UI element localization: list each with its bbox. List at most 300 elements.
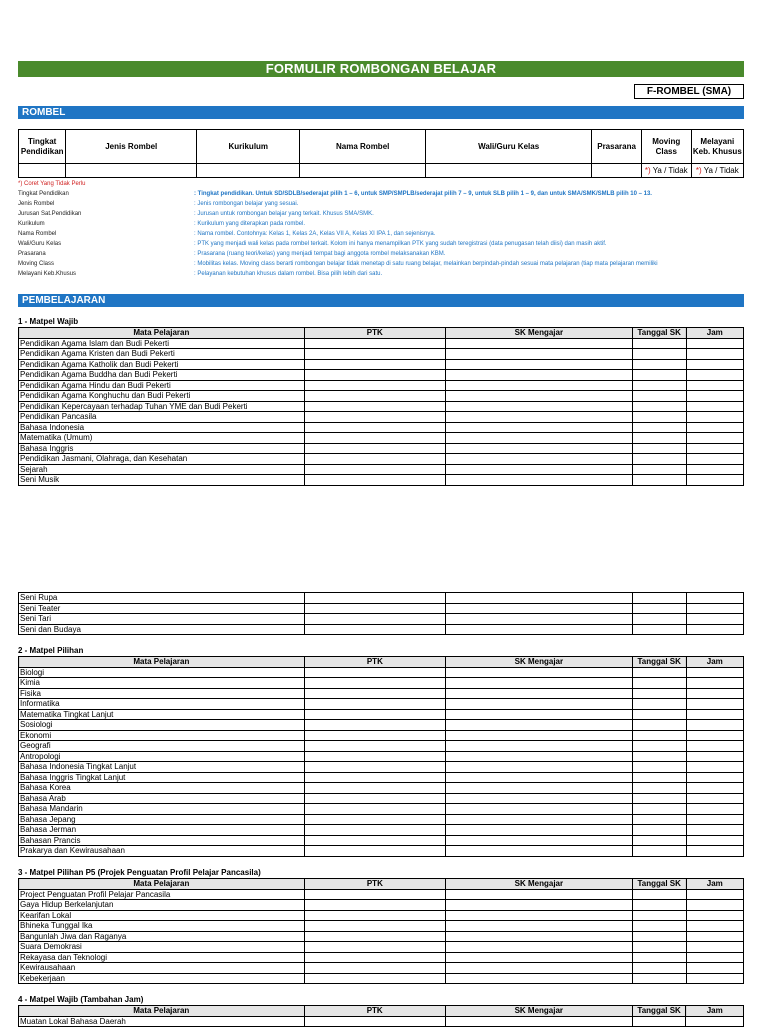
- subject-name: Bangunlah Jiwa dan Raganya: [19, 931, 305, 942]
- subject-row: [19, 401, 744, 412]
- subject-table-header: [19, 657, 744, 668]
- tanggal-sk-cell[interactable]: [632, 443, 686, 454]
- subject-name: Informatika: [19, 699, 305, 710]
- jam-cell[interactable]: [686, 720, 743, 731]
- sk-mengajar-cell[interactable]: [445, 380, 632, 391]
- tanggal-sk-cell[interactable]: [632, 422, 686, 433]
- legend-desc: : Pelayanan kebutuhan khusus dalam rombel. Bisa pilih lebih dari satu.: [194, 271, 383, 277]
- sk-mengajar-cell[interactable]: [445, 412, 632, 423]
- jam-cell[interactable]: [686, 475, 743, 486]
- rombel-header: Tingkat Pendidikan: [19, 130, 66, 164]
- ptk-cell[interactable]: [305, 593, 446, 604]
- sk-mengajar-cell[interactable]: [445, 688, 632, 699]
- ptk-cell[interactable]: [304, 412, 445, 423]
- ptk-cell[interactable]: [304, 889, 445, 900]
- column-header: PTK: [304, 657, 445, 668]
- subject-name: Matematika (Umum): [19, 433, 305, 444]
- ptk-cell[interactable]: [304, 814, 445, 825]
- ptk-cell[interactable]: [304, 370, 445, 381]
- tanggal-sk-cell[interactable]: [633, 624, 686, 635]
- section-pembelajaran: PEMBELAJARAN: [18, 294, 744, 307]
- sk-mengajar-cell[interactable]: [445, 1016, 632, 1027]
- tanggal-sk-cell[interactable]: [632, 963, 686, 974]
- option-text: Ya / Tidak: [652, 166, 688, 175]
- column-header: Tanggal SK: [632, 1006, 686, 1017]
- subject-name: Pendidikan Agama Hindu dan Budi Pekerti: [19, 380, 305, 391]
- subject-name: Kebekerjaan: [19, 973, 305, 984]
- sk-mengajar-cell[interactable]: [445, 401, 632, 412]
- group-title: 3 - Matpel Pilihan P5 (Projek Penguatan Profil Pelajar Pancasila): [18, 868, 261, 877]
- subject-row: [19, 370, 744, 381]
- tanggal-sk-cell[interactable]: [632, 846, 686, 857]
- ptk-cell[interactable]: [304, 359, 445, 370]
- ptk-cell[interactable]: [304, 952, 445, 963]
- ptk-cell[interactable]: [304, 678, 445, 689]
- tanggal-sk-cell[interactable]: [632, 942, 686, 953]
- sk-mengajar-cell[interactable]: [445, 825, 632, 836]
- tanggal-sk-cell[interactable]: [632, 464, 686, 475]
- column-header: Mata Pelajaran: [19, 1006, 305, 1017]
- column-header: Mata Pelajaran: [19, 328, 305, 339]
- subject-row: [19, 942, 744, 953]
- subject-table: [18, 878, 744, 984]
- tanggal-sk-cell[interactable]: [632, 349, 686, 360]
- input-kurikulum[interactable]: [197, 164, 300, 178]
- jam-cell[interactable]: [686, 741, 743, 752]
- subject-row: [19, 614, 744, 625]
- sk-mengajar-cell[interactable]: [445, 751, 632, 762]
- jam-cell[interactable]: [686, 422, 743, 433]
- subject-row: [19, 846, 744, 857]
- tanggal-sk-cell[interactable]: [632, 931, 686, 942]
- sk-mengajar-cell[interactable]: [445, 793, 632, 804]
- ptk-cell[interactable]: [304, 963, 445, 974]
- subject-name: Pendidikan Agama Buddha dan Budi Pekerti: [19, 370, 305, 381]
- sk-mengajar-cell[interactable]: [445, 359, 632, 370]
- jam-cell[interactable]: [686, 783, 743, 794]
- jam-cell[interactable]: [686, 603, 743, 614]
- tanggal-sk-cell[interactable]: [632, 952, 686, 963]
- jam-cell[interactable]: [686, 846, 743, 857]
- subject-name: Bahasa Mandarin: [19, 804, 305, 815]
- subject-name: Prakarya dan Kewirausahaan: [19, 846, 305, 857]
- rombel-header: Prasarana: [592, 130, 642, 164]
- tanggal-sk-cell[interactable]: [632, 678, 686, 689]
- sk-mengajar-cell[interactable]: [445, 433, 632, 444]
- column-header: Tanggal SK: [632, 328, 686, 339]
- subject-row: [19, 720, 744, 731]
- sk-mengajar-cell[interactable]: [446, 603, 633, 614]
- subject-row: [19, 338, 744, 349]
- jam-cell[interactable]: [686, 614, 743, 625]
- ptk-cell[interactable]: [304, 709, 445, 720]
- jam-cell[interactable]: [686, 751, 743, 762]
- subject-name: Project Penguatan Profil Pelajar Pancasila: [19, 889, 305, 900]
- jam-cell[interactable]: [686, 835, 743, 846]
- ptk-cell[interactable]: [304, 475, 445, 486]
- sk-mengajar-cell[interactable]: [445, 846, 632, 857]
- subject-row: [19, 793, 744, 804]
- tanggal-sk-cell[interactable]: [632, 751, 686, 762]
- subject-row: [19, 910, 744, 921]
- tanggal-sk-cell[interactable]: [632, 454, 686, 465]
- sk-mengajar-cell[interactable]: [445, 699, 632, 710]
- jam-cell[interactable]: [686, 1016, 744, 1027]
- ptk-cell[interactable]: [304, 783, 445, 794]
- sk-mengajar-cell[interactable]: [446, 593, 633, 604]
- jam-cell[interactable]: [686, 688, 743, 699]
- legend-item: [18, 209, 758, 219]
- tanggal-sk-cell[interactable]: [632, 699, 686, 710]
- subject-name: Pendidikan Agama Konghuchu dan Budi Pekerti: [19, 391, 305, 402]
- sk-mengajar-cell[interactable]: [445, 910, 632, 921]
- jam-cell[interactable]: [686, 889, 743, 900]
- ptk-cell[interactable]: [304, 349, 445, 360]
- tanggal-sk-cell[interactable]: [632, 1016, 686, 1027]
- jam-cell[interactable]: [686, 921, 743, 932]
- ptk-cell[interactable]: [305, 614, 446, 625]
- jam-cell[interactable]: [686, 900, 743, 911]
- jam-cell[interactable]: [686, 464, 743, 475]
- ptk-cell[interactable]: [304, 741, 445, 752]
- ptk-cell[interactable]: [304, 454, 445, 465]
- jam-cell[interactable]: [686, 454, 743, 465]
- subject-row: [19, 730, 744, 741]
- jam-cell[interactable]: [686, 963, 743, 974]
- tanggal-sk-cell[interactable]: [632, 889, 686, 900]
- ptk-cell[interactable]: [304, 931, 445, 942]
- subject-row: [19, 678, 744, 689]
- subject-row: [19, 814, 744, 825]
- subject-row: [19, 772, 744, 783]
- legend-term: Jenis Rombel: [18, 201, 55, 207]
- jam-cell[interactable]: [686, 349, 743, 360]
- subject-table: [18, 327, 744, 486]
- ptk-cell[interactable]: [304, 835, 445, 846]
- ptk-cell[interactable]: [304, 391, 445, 402]
- jam-cell[interactable]: [686, 380, 743, 391]
- ptk-cell[interactable]: [304, 762, 445, 773]
- subject-name: Seni Tari: [19, 614, 305, 625]
- ptk-cell[interactable]: [304, 900, 445, 911]
- ptk-cell[interactable]: [304, 401, 445, 412]
- sk-mengajar-cell[interactable]: [445, 952, 632, 963]
- tanggal-sk-cell[interactable]: [632, 835, 686, 846]
- tanggal-sk-cell[interactable]: [632, 772, 686, 783]
- sk-mengajar-cell[interactable]: [445, 762, 632, 773]
- column-header: Jam: [686, 879, 743, 890]
- legend: [18, 180, 758, 279]
- legend-desc: : Jenis rombongan belajar yang sesuai.: [194, 201, 299, 207]
- sk-mengajar-cell[interactable]: [445, 391, 632, 402]
- legend-desc: : Tingkat pendidikan. Untuk SD/SDLB/sederajat pilih 1 – 6, untuk SMP/SMPLB/sederajat pilih 7 – 9, untuk SLB pilih 1 – 9, dan untuk SMA/SMK/SMLB pilih 10 – 13.: [194, 191, 652, 197]
- legend-term: Moving Class: [18, 261, 55, 267]
- column-header: Tanggal SK: [632, 879, 686, 890]
- ptk-cell[interactable]: [304, 793, 445, 804]
- tanggal-sk-cell[interactable]: [632, 973, 686, 984]
- tanggal-sk-cell[interactable]: [633, 593, 686, 604]
- tanggal-sk-cell[interactable]: [632, 475, 686, 486]
- jam-cell[interactable]: [686, 814, 743, 825]
- column-header: Jam: [686, 328, 743, 339]
- sk-mengajar-cell[interactable]: [445, 783, 632, 794]
- subject-row: [19, 380, 744, 391]
- subject-name: Seni Rupa: [19, 593, 305, 604]
- jam-cell[interactable]: [686, 709, 743, 720]
- subject-name: Bahasa Inggris Tingkat Lanjut: [19, 772, 305, 783]
- jam-cell[interactable]: [686, 401, 743, 412]
- ptk-cell[interactable]: [304, 772, 445, 783]
- ptk-cell[interactable]: [304, 338, 445, 349]
- ptk-cell[interactable]: [304, 910, 445, 921]
- subject-name: Pendidikan Agama Islam dan Budi Pekerti: [19, 338, 305, 349]
- subject-name: Gaya Hidup Berkelanjutan: [19, 900, 305, 911]
- tanggal-sk-cell[interactable]: [632, 709, 686, 720]
- jam-cell[interactable]: [686, 804, 743, 815]
- ptk-cell[interactable]: [305, 603, 446, 614]
- tanggal-sk-cell[interactable]: [632, 804, 686, 815]
- tanggal-sk-cell[interactable]: [632, 380, 686, 391]
- column-header: Tanggal SK: [632, 657, 686, 668]
- sk-mengajar-cell[interactable]: [445, 443, 632, 454]
- subject-name: Kewirausahaan: [19, 963, 305, 974]
- tanggal-sk-cell[interactable]: [632, 814, 686, 825]
- ptk-cell[interactable]: [305, 624, 446, 635]
- tanggal-sk-cell[interactable]: [632, 412, 686, 423]
- ptk-cell[interactable]: [304, 730, 445, 741]
- tanggal-sk-cell[interactable]: [633, 614, 686, 625]
- subject-row: [19, 433, 744, 444]
- jam-cell[interactable]: [686, 762, 743, 773]
- legend-note: *) Coret Yang Tidak Perlu: [18, 181, 86, 187]
- sk-mengajar-cell[interactable]: [445, 475, 632, 486]
- ptk-cell[interactable]: [304, 846, 445, 857]
- rombel-header: Melayani Keb. Khusus: [691, 130, 743, 164]
- ptk-cell[interactable]: [304, 422, 445, 433]
- input-prasarana[interactable]: [592, 164, 642, 178]
- group-title: 1 - Matpel Wajib: [18, 317, 79, 326]
- sk-mengajar-cell[interactable]: [445, 454, 632, 465]
- column-header: Mata Pelajaran: [19, 657, 305, 668]
- subject-name: Bahasa Jerman: [19, 825, 305, 836]
- rombel-header: Jenis Rombel: [66, 130, 197, 164]
- subject-row: [19, 667, 744, 678]
- sk-mengajar-cell[interactable]: [445, 338, 632, 349]
- subject-row: [19, 952, 744, 963]
- tanggal-sk-cell[interactable]: [632, 825, 686, 836]
- sk-mengajar-cell[interactable]: [445, 942, 632, 953]
- ptk-cell[interactable]: [304, 921, 445, 932]
- tanggal-sk-cell[interactable]: [632, 370, 686, 381]
- jam-cell[interactable]: [686, 624, 743, 635]
- ptk-cell[interactable]: [304, 699, 445, 710]
- ptk-cell[interactable]: [304, 464, 445, 475]
- jam-cell[interactable]: [686, 593, 743, 604]
- subject-name: Bahasa Korea: [19, 783, 305, 794]
- ptk-cell[interactable]: [304, 825, 445, 836]
- sk-mengajar-cell[interactable]: [445, 900, 632, 911]
- column-header: Jam: [686, 1006, 744, 1017]
- sk-mengajar-cell[interactable]: [445, 464, 632, 475]
- sk-mengajar-cell[interactable]: [445, 772, 632, 783]
- jam-cell[interactable]: [686, 952, 743, 963]
- subject-row: [19, 475, 744, 486]
- jam-cell[interactable]: [686, 825, 743, 836]
- tanggal-sk-cell[interactable]: [632, 783, 686, 794]
- subject-name: Kimia: [19, 678, 305, 689]
- ptk-cell[interactable]: [304, 443, 445, 454]
- tanggal-sk-cell[interactable]: [632, 900, 686, 911]
- legend-item: [18, 189, 758, 199]
- ptk-cell[interactable]: [304, 804, 445, 815]
- legend-item: [18, 219, 758, 229]
- subject-name: Bhineka Tunggal Ika: [19, 921, 305, 932]
- input-jenis-rombel[interactable]: [66, 164, 197, 178]
- option-keb-khusus[interactable]: [691, 164, 743, 178]
- ptk-cell[interactable]: [304, 380, 445, 391]
- sk-mengajar-cell[interactable]: [445, 835, 632, 846]
- jam-cell[interactable]: [686, 772, 743, 783]
- legend-desc: : Jurusan untuk rombongan belajar yang terkait. Khusus SMA/SMK.: [194, 211, 374, 217]
- column-header: PTK: [304, 1006, 445, 1017]
- input-nama-rombel[interactable]: [300, 164, 425, 178]
- tanggal-sk-cell[interactable]: [632, 433, 686, 444]
- subject-name: Biologi: [19, 667, 305, 678]
- ptk-cell[interactable]: [304, 433, 445, 444]
- legend-item: [18, 239, 758, 249]
- jam-cell[interactable]: [686, 412, 743, 423]
- tanggal-sk-cell[interactable]: [632, 401, 686, 412]
- sk-mengajar-cell[interactable]: [445, 889, 632, 900]
- sk-mengajar-cell[interactable]: [445, 931, 632, 942]
- sk-mengajar-cell[interactable]: [445, 667, 632, 678]
- subject-name: Fisika: [19, 688, 305, 699]
- subject-row: [19, 443, 744, 454]
- jam-cell[interactable]: [686, 678, 743, 689]
- option-prefix: *): [695, 166, 702, 175]
- sk-mengajar-cell[interactable]: [445, 730, 632, 741]
- legend-desc: : Mobilitas kelas. Moving class berarti rombongan belajar tidak menetap di satu ruang belajar, melainkan berpindah-pindah sesuai mata pelajaran (tiap mata pelajaran memiliki: [194, 261, 658, 267]
- legend-desc: : PTK yang menjadi wali kelas pada rombel terkait. Kolom ini hanya menampilkan PTK yang sudah teregistrasi (data penugasan telah diisi) dan masih aktif.: [194, 241, 607, 247]
- subject-row: [19, 825, 744, 836]
- subject-table-header: [19, 879, 744, 890]
- subject-row: [19, 391, 744, 402]
- form-code: F-ROMBEL (SMA): [634, 84, 744, 99]
- sk-mengajar-cell[interactable]: [445, 678, 632, 689]
- sk-mengajar-cell[interactable]: [445, 370, 632, 381]
- column-header: SK Mengajar: [445, 879, 632, 890]
- subject-name: Bahasa Jepang: [19, 814, 305, 825]
- jam-cell[interactable]: [686, 433, 743, 444]
- subject-row: [19, 359, 744, 370]
- legend-desc: : Prasarana (ruang teori/kelas) yang menjadi tempat bagi anggota rombel melaksanakan KBM.: [194, 251, 446, 257]
- subject-table: [18, 592, 744, 635]
- input-tingkat[interactable]: [19, 164, 66, 178]
- jam-cell[interactable]: [686, 793, 743, 804]
- tanggal-sk-cell[interactable]: [632, 762, 686, 773]
- sk-mengajar-cell[interactable]: [445, 963, 632, 974]
- subject-name: Bahasa Arab: [19, 793, 305, 804]
- subject-name: Ekonomi: [19, 730, 305, 741]
- sk-mengajar-cell[interactable]: [445, 709, 632, 720]
- sk-mengajar-cell[interactable]: [446, 624, 633, 635]
- jam-cell[interactable]: [686, 391, 743, 402]
- ptk-cell[interactable]: [304, 751, 445, 762]
- jam-cell[interactable]: [686, 931, 743, 942]
- ptk-cell[interactable]: [304, 1016, 445, 1027]
- option-prefix: *): [644, 166, 651, 175]
- sk-mengajar-cell[interactable]: [445, 921, 632, 932]
- subject-table: [18, 656, 744, 857]
- tanggal-sk-cell[interactable]: [632, 910, 686, 921]
- ptk-cell[interactable]: [304, 720, 445, 731]
- subject-name: Seni Teater: [19, 603, 305, 614]
- sk-mengajar-cell[interactable]: [445, 814, 632, 825]
- subject-name: Antropologi: [19, 751, 305, 762]
- sk-mengajar-cell[interactable]: [445, 720, 632, 731]
- subject-name: Muatan Lokal Bahasa Daerah: [19, 1016, 305, 1027]
- tanggal-sk-cell[interactable]: [632, 921, 686, 932]
- tanggal-sk-cell[interactable]: [632, 688, 686, 699]
- jam-cell[interactable]: [686, 973, 743, 984]
- jam-cell[interactable]: [686, 359, 743, 370]
- subject-name: Sosiologi: [19, 720, 305, 731]
- tanggal-sk-cell[interactable]: [632, 667, 686, 678]
- sk-mengajar-cell[interactable]: [446, 614, 633, 625]
- rombel-header: Kurikulum: [197, 130, 300, 164]
- subject-table-header: [19, 1006, 744, 1017]
- jam-cell[interactable]: [686, 699, 743, 710]
- legend-term: Tingkat Pendidikan: [18, 191, 69, 197]
- subject-table-header: [19, 328, 744, 339]
- jam-cell[interactable]: [686, 730, 743, 741]
- tanggal-sk-cell[interactable]: [632, 720, 686, 731]
- subject-name: Pendidikan Kepercayaan terhadap Tuhan YME dan Budi Pekerti: [19, 401, 305, 412]
- tanggal-sk-cell[interactable]: [632, 730, 686, 741]
- option-moving-class[interactable]: [641, 164, 691, 178]
- jam-cell[interactable]: [686, 910, 743, 921]
- ptk-cell[interactable]: [304, 973, 445, 984]
- subject-row: [19, 931, 744, 942]
- legend-item: [18, 269, 758, 279]
- tanggal-sk-cell[interactable]: [632, 391, 686, 402]
- jam-cell[interactable]: [686, 667, 743, 678]
- jam-cell[interactable]: [686, 443, 743, 454]
- jam-cell[interactable]: [686, 942, 743, 953]
- input-wali-kelas[interactable]: [425, 164, 591, 178]
- tanggal-sk-cell[interactable]: [632, 359, 686, 370]
- sk-mengajar-cell[interactable]: [445, 349, 632, 360]
- ptk-cell[interactable]: [304, 688, 445, 699]
- tanggal-sk-cell[interactable]: [633, 603, 686, 614]
- subject-row: [19, 464, 744, 475]
- sk-mengajar-cell[interactable]: [445, 741, 632, 752]
- jam-cell[interactable]: [686, 338, 743, 349]
- legend-term: Prasarana: [18, 251, 46, 257]
- tanggal-sk-cell[interactable]: [632, 741, 686, 752]
- subject-name: Pendidikan Jasmani, Olahraga, dan Kesehatan: [19, 454, 305, 465]
- ptk-cell[interactable]: [304, 667, 445, 678]
- column-header: SK Mengajar: [445, 328, 632, 339]
- subject-name: Bahasa Inggris: [19, 443, 305, 454]
- ptk-cell[interactable]: [304, 942, 445, 953]
- tanggal-sk-cell[interactable]: [632, 793, 686, 804]
- tanggal-sk-cell[interactable]: [632, 338, 686, 349]
- sk-mengajar-cell[interactable]: [445, 804, 632, 815]
- sk-mengajar-cell[interactable]: [445, 422, 632, 433]
- jam-cell[interactable]: [686, 370, 743, 381]
- sk-mengajar-cell[interactable]: [445, 973, 632, 984]
